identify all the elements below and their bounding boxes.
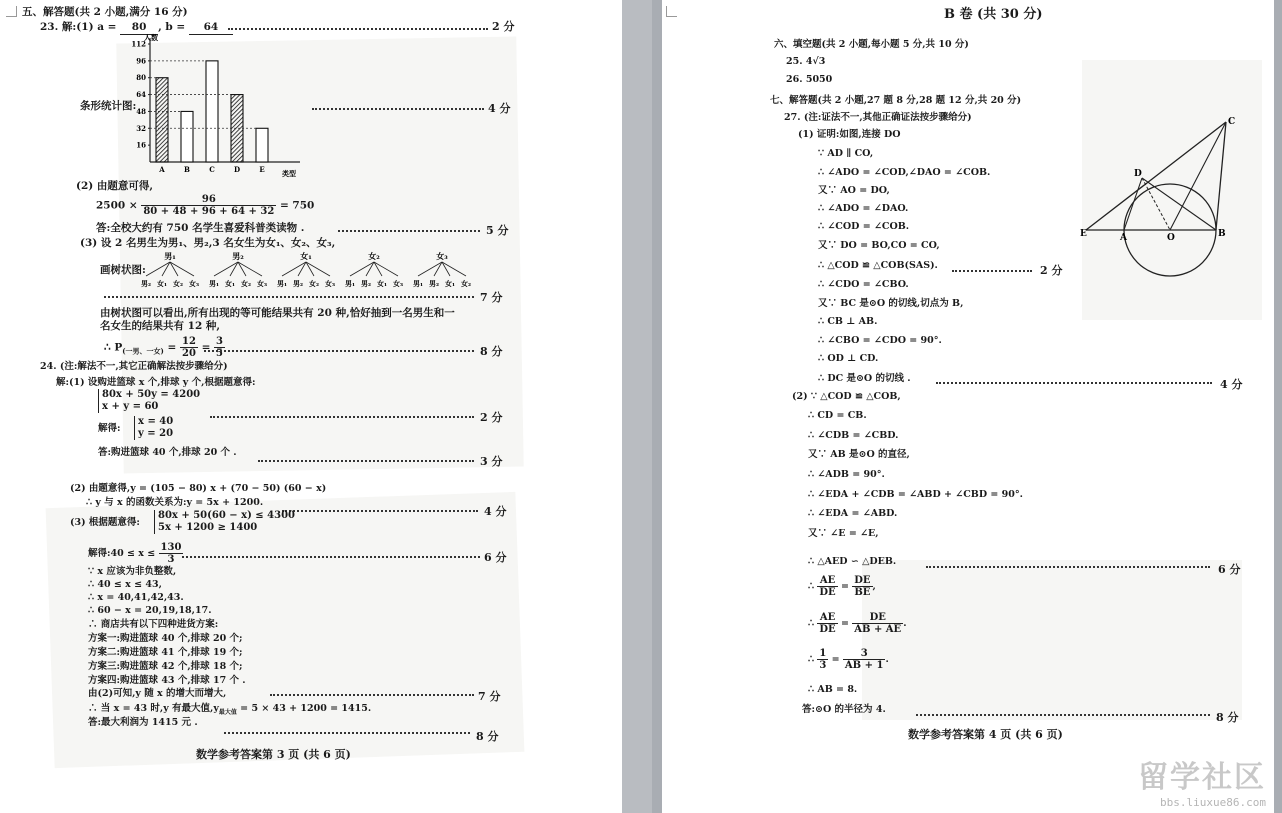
q24-answer: 答:最大利润为 1415 元 . <box>88 717 198 728</box>
watermark-url: bbs.liuxue86.com <box>1160 796 1266 809</box>
ratio-equation <box>808 612 907 635</box>
inequality: 80x + 50(60 − x) ≤ 4300 <box>158 510 295 521</box>
equation: y = 20 <box>138 428 174 439</box>
fraction-denominator: DE <box>819 587 836 598</box>
fraction-numerator: 1 <box>819 648 827 659</box>
score-mark: 4 分 <box>488 102 511 115</box>
therefore-sign: ∴ <box>808 618 815 629</box>
q27-line: 又∵ BC 是⊙O 的切线,切点为 B, <box>818 298 964 309</box>
inequality-system <box>154 510 295 534</box>
q27-part1: (1) 证明:如图,连接 DO <box>798 129 901 140</box>
ratio-fraction <box>852 612 903 635</box>
fraction-denominator: 20 <box>181 348 196 359</box>
section-title: 五、解答题(共 2 小题,满分 16 分) <box>22 6 188 18</box>
q24-plan: 方案三:购进篮球 42 个,排球 18 个; <box>88 661 243 672</box>
tree-leaf: 女₃ <box>188 279 200 288</box>
q27-line: ∴ ∠ADB = 90°. <box>808 469 885 480</box>
score-leader <box>228 28 488 30</box>
prob-fraction <box>180 336 198 359</box>
score-leader <box>926 566 1210 568</box>
q27-line: ∴ ∠EDA = ∠ABD. <box>808 508 898 519</box>
tree-leaf: 男₂ <box>292 279 304 288</box>
bar <box>231 95 243 162</box>
q27-line: ∴ ∠EDA + ∠CDB = ∠ABD + ∠CBD = 90°. <box>808 489 1023 500</box>
answer-26: 26. 5050 <box>786 74 833 85</box>
q23-probability <box>104 336 225 359</box>
solve-fraction <box>159 542 184 565</box>
section-title: B 卷 (共 30 分) <box>944 7 1043 22</box>
q23-calculation <box>96 194 314 217</box>
solution-system <box>134 416 173 440</box>
tree-leaf: 男₁ <box>208 279 220 288</box>
x-axis-label: 类型 <box>282 169 296 178</box>
y-tick-label: 16 <box>136 140 146 150</box>
page-corner-mark <box>6 6 17 17</box>
q23-part3: (3) 设 2 名男生为男₁、男₂,3 名女生为女₁、女₂、女₃, <box>80 237 336 249</box>
page-corner-mark <box>666 6 677 17</box>
score-leader <box>936 382 1212 384</box>
score-leader <box>204 350 474 352</box>
tree-leaf: 女₂ <box>308 279 320 288</box>
fraction-denominator: DE <box>819 624 836 635</box>
fraction-denominator: 3 <box>819 660 827 671</box>
tree-diagram <box>140 250 496 290</box>
y-tick-label: 96 <box>136 56 146 66</box>
point-label-e: E <box>1080 229 1087 239</box>
punctuation: . <box>903 618 907 629</box>
point-label-c: C <box>1228 117 1236 127</box>
bar <box>256 128 268 162</box>
document-page-3 <box>0 0 622 813</box>
score-mark: 2 分 <box>1040 264 1063 277</box>
q27-line: ∴ AB = 8. <box>808 684 858 695</box>
tree-root: 女₃ <box>436 251 448 261</box>
x-tick-label: E <box>259 165 265 174</box>
q27-line: ∴ ∠ADO = ∠COD,∠DAO = ∠COB. <box>818 167 991 178</box>
fraction-numerator: AE <box>817 575 837 587</box>
q23-part2: (2) 由题意可得, <box>76 180 154 192</box>
q27-line: ∴ ∠COD = ∠COB. <box>818 221 910 232</box>
tree-leaf: 女₂ <box>460 279 472 288</box>
watermark <box>1138 752 1266 809</box>
fraction-numerator: 12 <box>181 336 196 347</box>
score-mark: 8 分 <box>476 730 499 743</box>
q27-line: 又∵ DO = BO,CO = CO, <box>818 240 940 251</box>
q27-line: ∴ ∠CDO = ∠CBO. <box>818 279 909 290</box>
q23-tree-text: 由树状图可以看出,所有出现的等可能结果共有 20 种,恰好抽到一名男生和一 <box>100 307 455 319</box>
ratio-fraction <box>817 612 837 635</box>
score-mark: 7 分 <box>478 690 501 703</box>
tree-root: 女₂ <box>368 251 380 261</box>
q24-plan: 方案四:购进篮球 43 个,排球 17 个 . <box>88 675 246 686</box>
fraction-numerator: 3 <box>216 336 223 347</box>
q24-line: (2) 由题意得,y = (105 − 80) x + (70 − 50) (60 − x) <box>70 483 327 494</box>
tree-leaf: 男₁ <box>276 279 288 288</box>
tree-leaf: 男₂ <box>140 279 152 288</box>
fraction-denominator: 5 <box>216 348 223 359</box>
tree-leaf: 男₂ <box>428 279 440 288</box>
tree-leaf: 女₁ <box>376 279 388 288</box>
score-leader <box>916 714 1210 716</box>
tree-leaf: 男₂ <box>360 279 372 288</box>
score-leader <box>182 556 480 558</box>
watermark-logo: 留学社区 <box>1138 760 1266 795</box>
bar-chart-label: 条形统计图: <box>80 100 137 112</box>
geometry-figure <box>1080 112 1250 297</box>
q27-part2: (2) ∵ △COD ≌ △COB, <box>792 391 901 402</box>
tree-leaf: 女₃ <box>392 279 404 288</box>
q27-answer: 答:⊙O 的半径为 4. <box>802 704 886 715</box>
fraction-numerator: DE <box>852 612 903 624</box>
q23-prefix: 23. 解:(1) a = <box>40 21 117 33</box>
tree-label: 画树状图: <box>100 264 146 276</box>
fraction-denominator: 3 <box>167 554 175 565</box>
q24-line: ∴ x = 40,41,42,43. <box>88 592 184 603</box>
ratio-fraction <box>817 575 837 598</box>
max-value: = 5 × 43 + 1200 = 1415. <box>240 703 372 714</box>
q27-line: ∴ CD = CB. <box>808 410 867 421</box>
bar-chart <box>128 32 308 180</box>
bar <box>206 61 218 162</box>
q23-a-value: 80 <box>120 21 158 35</box>
score-mark: 2 分 <box>492 20 515 33</box>
score-mark: 6 分 <box>484 551 507 564</box>
solve-label: 解得: <box>98 423 121 434</box>
ratio-fraction <box>817 648 828 671</box>
equals-sign: = <box>840 618 849 629</box>
ratio-fraction <box>852 575 872 598</box>
q24-line: ∴ y 与 x 的函数关系为:y = 5x + 1200. <box>86 497 264 508</box>
score-leader <box>258 460 474 462</box>
equals-sign: = <box>831 654 840 665</box>
fraction-numerator: AE <box>817 612 837 624</box>
point-label-b: B <box>1218 229 1226 239</box>
score-mark: 3 分 <box>480 455 503 468</box>
tree-root: 男₂ <box>232 251 244 261</box>
point-label-a: A <box>1120 233 1127 243</box>
score-leader <box>104 296 474 298</box>
q27-line: 又∵ ∠E = ∠E, <box>808 528 879 539</box>
q27-line: ∴ △COD ≌ △COB(SAS). <box>818 260 938 271</box>
equation: x + y = 60 <box>102 401 159 412</box>
fraction-denominator: AB + 1 <box>844 660 884 671</box>
equals-sign: = <box>840 581 849 592</box>
q24-line: ∴ 40 ≤ x ≤ 43, <box>88 579 162 590</box>
equation: 80x + 50y = 4200 <box>102 389 201 400</box>
calc-fraction <box>141 194 276 217</box>
score-leader <box>312 108 484 110</box>
q24-line: ∴ 60 − x = 20,19,18,17. <box>88 605 212 616</box>
tree-leaf: 女₃ <box>256 279 268 288</box>
y-tick-label: 64 <box>136 90 146 100</box>
q27-line: ∴ OD ⊥ CD. <box>818 353 879 364</box>
inequality: 5x + 1200 ≥ 1400 <box>158 522 258 533</box>
q27-line: ∴ DC 是⊙O 的切线 . <box>818 373 911 384</box>
q27-line: ∴ ∠ADO = ∠DAO. <box>818 203 909 214</box>
equals-sign: = <box>201 341 211 354</box>
section-title: 六、填空题(共 2 小题,每小题 5 分,共 10 分) <box>774 39 969 50</box>
max-text: ∴ 当 x = 43 时,y 有最大值,y <box>88 703 219 714</box>
equation: x = 40 <box>138 416 174 427</box>
y-tick-label: 48 <box>136 106 146 116</box>
q27-line: ∴ △AED ∽ △DEB. <box>808 556 897 567</box>
section-title: 七、解答题(共 2 小题,27 题 8 分,28 题 12 分,共 20 分) <box>770 95 1022 106</box>
fraction-numerator: 96 <box>141 194 276 206</box>
punctuation: , <box>872 581 876 592</box>
tree-leaf: 女₁ <box>224 279 236 288</box>
prob-prefix: ∴ P <box>104 341 123 354</box>
fraction-denominator: BE <box>854 587 871 598</box>
score-mark: 5 分 <box>486 224 509 237</box>
score-mark: 2 分 <box>480 411 503 424</box>
q23-b-value: 64 <box>189 21 233 35</box>
q23-answer2: 答:全校大约有 750 名学生喜爱科普类读物 . <box>96 222 305 234</box>
tree-leaf: 男₁ <box>412 279 424 288</box>
y-tick-label: 112 <box>131 39 146 49</box>
tree-root: 女₁ <box>300 251 312 261</box>
max-subscript: 最大值 <box>218 708 237 716</box>
q24-answer: 答:购进篮球 40 个,排球 20 个 . <box>98 447 237 458</box>
q27-line: ∴ ∠CDB = ∠CBD. <box>808 430 899 441</box>
calc-result: = 750 <box>279 199 315 212</box>
q27-line: 又∵ AO = DO, <box>818 185 890 196</box>
q24-note: 24. (注:解法不一,其它正确解法按步骤给分) <box>40 361 228 372</box>
y-axis-label: 人数 <box>144 33 158 42</box>
tree-leaf: 女₂ <box>172 279 184 288</box>
q23-tree-text: 名女生的结果共有 12 种, <box>100 320 221 332</box>
score-leader <box>282 510 478 512</box>
prob-fraction <box>214 336 225 359</box>
equation-system <box>98 389 200 413</box>
score-leader <box>210 416 474 418</box>
score-leader <box>270 694 474 696</box>
x-tick-label: A <box>159 165 165 174</box>
q27-line: ∵ AD ∥ CO, <box>818 148 874 159</box>
q24-line: ∴ 商店共有以下四种进货方案: <box>88 619 219 630</box>
score-mark: 8 分 <box>1216 711 1239 724</box>
prob-subscript: (一男、一女) <box>122 346 164 356</box>
fraction-numerator: 3 <box>843 648 886 660</box>
score-leader <box>952 270 1032 272</box>
document-page-4 <box>662 0 1274 813</box>
q27-line: 又∵ AB 是⊙O 的直径, <box>808 449 910 460</box>
score-mark: 6 分 <box>1218 563 1241 576</box>
score-mark: 7 分 <box>480 291 503 304</box>
fraction-denominator: AB + AE <box>854 624 902 635</box>
therefore-sign: ∴ <box>808 581 815 592</box>
therefore-sign: ∴ <box>808 654 815 665</box>
tree-leaf: 女₁ <box>444 279 456 288</box>
q27-note: 27. (注:证法不一,其他正确证法按步骤给分) <box>784 112 972 123</box>
point-label-d: D <box>1134 169 1142 179</box>
tree-leaf: 女₂ <box>240 279 252 288</box>
answer-25: 25. 4√3 <box>786 56 826 67</box>
fraction-numerator: 130 <box>160 542 182 553</box>
point-label-o: O <box>1167 233 1175 243</box>
x-tick-label: D <box>233 165 241 174</box>
page-footer: 数学参考答案第 3 页 (共 6 页) <box>196 748 351 761</box>
ratio-equation <box>808 575 876 598</box>
q24-plan: 方案一:购进篮球 40 个,排球 20 个; <box>88 633 243 644</box>
q27-line: ∴ ∠CBO = ∠CDO = 90°. <box>818 335 942 346</box>
score-mark: 8 分 <box>480 345 503 358</box>
q24-line: 解:(1) 设购进篮球 x 个,排球 y 个,根据题意得: <box>56 377 256 388</box>
page-gutter <box>622 0 652 813</box>
y-tick-label: 80 <box>136 73 146 83</box>
scan-patch <box>862 560 1242 720</box>
fraction-numerator: DE <box>854 575 871 586</box>
q24-line: ∵ x 应该为非负整数, <box>88 566 177 577</box>
solve-prefix: 解得:40 ≤ x ≤ <box>88 548 156 559</box>
tree-leaf: 女₃ <box>324 279 336 288</box>
punctuation: . <box>885 654 889 665</box>
x-tick-label: B <box>184 165 190 174</box>
tree-leaf: 女₁ <box>156 279 168 288</box>
bar <box>156 78 168 162</box>
score-mark: 4 分 <box>1220 378 1243 391</box>
y-tick-label: 32 <box>136 123 146 133</box>
tree-leaf: 男₁ <box>344 279 356 288</box>
equals-sign: = <box>167 341 177 354</box>
score-mark: 4 分 <box>484 505 507 518</box>
q24-plan: 方案二:购进篮球 41 个,排球 19 个; <box>88 647 243 658</box>
q24-line: 由(2)可知,y 随 x 的增大而增大, <box>88 688 227 699</box>
score-leader <box>224 732 470 734</box>
ratio-fraction <box>843 648 889 671</box>
q27-line: ∴ CB ⊥ AB. <box>818 316 878 327</box>
score-leader <box>338 230 480 232</box>
page-footer: 数学参考答案第 4 页 (共 6 页) <box>908 728 1063 741</box>
calc-prefix: 2500 × <box>96 199 138 212</box>
q23-b-prefix: , b = <box>158 21 186 33</box>
x-tick-label: C <box>209 165 215 174</box>
q24-line: (3) 根据题意得: <box>70 517 140 528</box>
bar <box>181 111 193 162</box>
ratio-equation <box>808 648 889 671</box>
q24-solve3 <box>88 542 183 565</box>
tree-root: 男₁ <box>164 251 176 261</box>
fraction-denominator: 80 + 48 + 96 + 64 + 32 <box>143 206 275 217</box>
